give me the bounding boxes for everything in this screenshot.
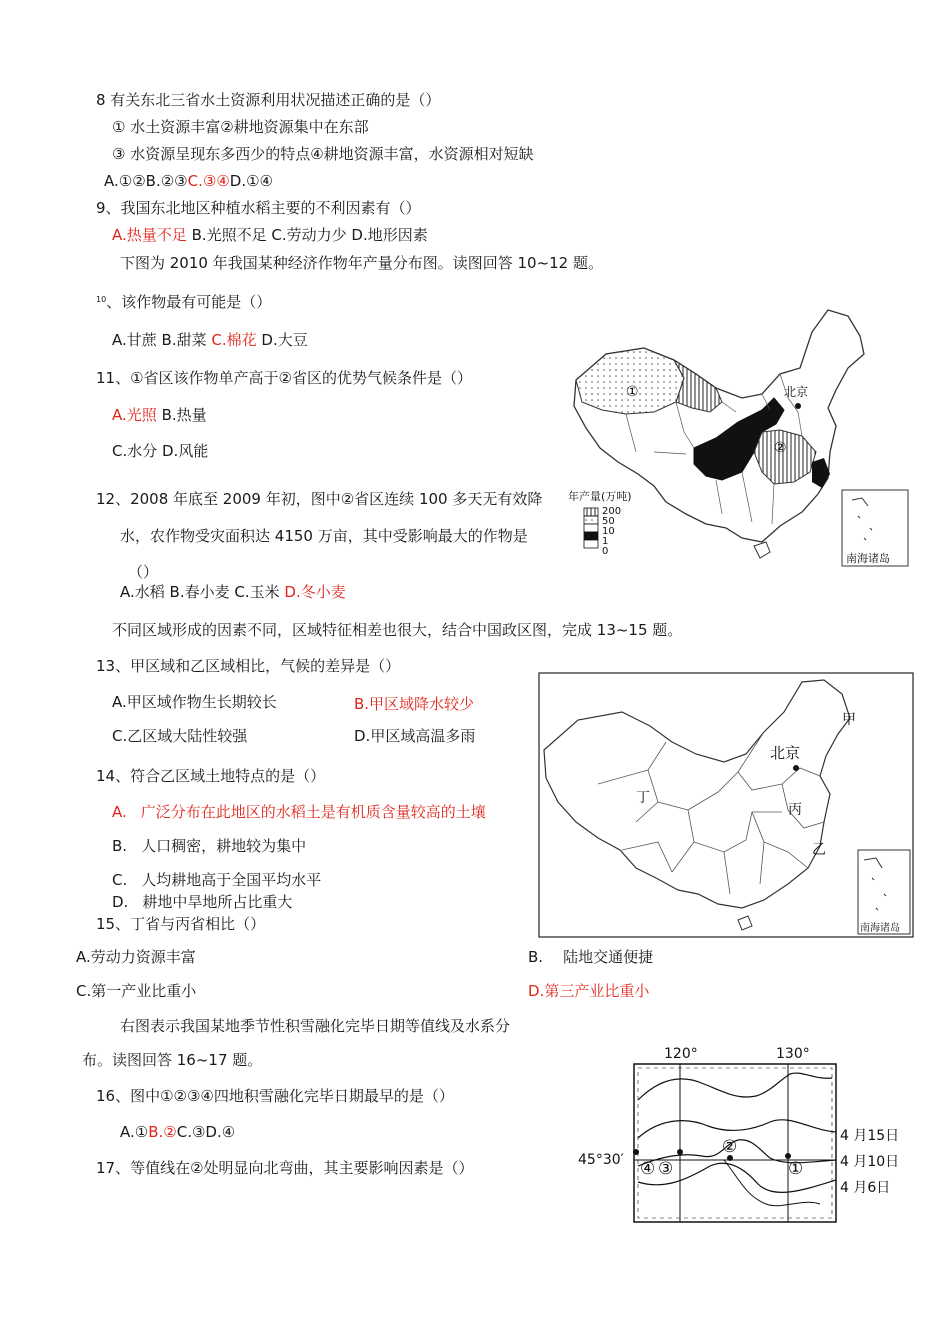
q15-option-c: C.第一产业比重小 <box>76 982 197 1000</box>
map3-iso-label-15: 4 月15日 <box>840 1128 900 1144</box>
q13-stem: 13、甲区域和乙区域相比，气候的差异是（） <box>96 657 401 675</box>
q13-option-b: B.甲区域降水较少 <box>354 695 475 713</box>
q12-option-d: D.冬小麦 <box>284 583 346 601</box>
map1-legend-tick-50: 50 <box>602 516 615 527</box>
map2-inset-box <box>858 850 910 934</box>
q12-option-abc: A.水稻 B.春小麦 C.玉米 <box>120 583 280 601</box>
map1-beijing-label: 北京 <box>784 385 809 399</box>
map3-point-2: ② <box>722 1137 738 1157</box>
q14-option-b-letter: B. <box>112 837 128 855</box>
political-map <box>538 672 914 938</box>
q14-option-c-letter: C. <box>112 871 128 889</box>
q14-option-c-text: 人均耕地高于全国平均水平 <box>141 871 322 889</box>
intro-10-12: 下图为 2010 年我国某种经济作物年产量分布图。读图回答 10~12 题。 <box>120 254 603 272</box>
q14-stem: 14、符合乙区域土地特点的是（） <box>96 767 326 785</box>
q15-option-d: D.第三产业比重小 <box>528 982 650 1000</box>
hainan-island <box>754 542 770 558</box>
q8-options <box>104 171 273 191</box>
map2-label-ding: 丁 <box>636 790 650 806</box>
q9-option-a: A.热量不足 <box>112 226 187 244</box>
intro-16-17-line2: 布。读图回答 16~17 题。 <box>82 1051 263 1069</box>
map1-legend-tick-0: 0 <box>602 546 609 557</box>
q11-option-a: A.光照 <box>112 406 157 424</box>
q10-number: 10 <box>96 295 107 304</box>
q10-option-c: C.棉花 <box>211 331 257 349</box>
map2-label-bing: 丙 <box>788 802 802 818</box>
q15-option-b <box>528 947 653 967</box>
map1-legend-tick-10: 10 <box>602 526 615 537</box>
map1-legend-tick-200: 200 <box>602 506 622 517</box>
q16-stem: 16、图中①②③④四地积雪融化完毕日期最早的是（） <box>96 1087 454 1105</box>
q8-option-c: C.③④ <box>187 172 230 190</box>
q14-option-d <box>112 892 292 912</box>
q8-statement-1: ① 水土资源丰富②耕地资源集中在东部 <box>112 118 369 136</box>
q8-option-d: D.①④ <box>229 172 273 190</box>
q14-option-b <box>112 836 306 856</box>
q14-option-a-letter: A. <box>112 803 127 821</box>
map3-lat-label: 45°30′ <box>578 1152 624 1168</box>
q15-stem: 15、丁省与丙省相比（） <box>96 915 266 933</box>
q13-option-d: D.甲区域高温多雨 <box>354 727 476 745</box>
q12-options <box>120 582 346 602</box>
map3-lon-130: 130° <box>776 1046 810 1062</box>
intro-16-17-line1: 右图表示我国某地季节性积雪融化完毕日期等值线及水系分 <box>120 1017 511 1035</box>
q14-option-a <box>112 802 486 822</box>
map3-lon-120: 120° <box>664 1046 698 1062</box>
q16-option-a: A.① <box>120 1123 149 1141</box>
q15-option-a: A.劳动力资源丰富 <box>76 948 196 966</box>
snowmelt-isoline-map <box>574 1040 914 1230</box>
map3-iso-label-10: 4 月10日 <box>840 1154 900 1170</box>
q9-option-rest: B.光照不足 C.劳动力少 D.地形因素 <box>191 226 428 244</box>
map3-point-3: ③ <box>658 1159 674 1179</box>
q13-option-c: C.乙区域大陆性较强 <box>112 727 248 745</box>
q14-option-a-text: 广泛分布在此地区的水稻土是有机质含量较高的土壤 <box>140 803 486 821</box>
q12-stem-3: （） <box>128 563 159 581</box>
map1-legend-title: 年产量(万吨) <box>568 490 632 503</box>
q11-options-cd: C.水分 D.风能 <box>112 442 209 460</box>
q15-option-b-letter: B. <box>528 948 544 966</box>
q10-stem-text: 、该作物最有可能是（） <box>106 293 272 311</box>
map1-legend <box>584 508 598 548</box>
q8-stem: 8 有关东北三省水土资源利用状况描述正确的是（） <box>96 91 441 109</box>
intro-13-15: 不同区域形成的因素不同，区域特征相差也很大，结合中国政区图，完成 13~15 题。 <box>112 621 683 639</box>
q8-option-b: B.②③ <box>145 172 188 190</box>
q8-option-a: A.①② <box>104 172 146 190</box>
map1-label-2: ② <box>774 440 787 456</box>
q14-option-b-text: 人口稠密，耕地较为集中 <box>141 837 307 855</box>
q11-stem: 11、①省区该作物单产高于②省区的优势气候条件是（） <box>96 369 472 387</box>
map1-label-1: ① <box>626 384 639 400</box>
map2-inset-label: 南海诸岛 <box>860 923 900 934</box>
q16-option-cd: C.③D.④ <box>176 1123 236 1141</box>
q12-stem-2: 水，农作物受灾面积达 4150 万亩，其中受影响最大的作物是 <box>120 527 528 545</box>
q10-option-d: D.大豆 <box>261 331 308 349</box>
map2-label-yi: 乙 <box>812 842 826 858</box>
q10-options <box>112 330 308 350</box>
q14-option-d-text: 耕地中旱地所占比重大 <box>142 893 293 911</box>
q16-option-b: B.② <box>148 1123 177 1141</box>
q14-option-c <box>112 870 321 890</box>
q9-stem: 9、我国东北地区种植水稻主要的不利因素有（） <box>96 199 421 217</box>
q10-stem <box>96 292 271 312</box>
map2-beijing-label: 北京 <box>770 744 801 762</box>
crop-production-map <box>566 302 920 570</box>
region-xinjiang <box>576 348 684 414</box>
map3-point-4: ④ <box>640 1159 656 1179</box>
q11-options-ab <box>112 405 207 425</box>
q11-option-b: B.热量 <box>161 406 207 424</box>
map3-iso-label-6: 4 月6日 <box>840 1180 891 1196</box>
q13-option-a: A.甲区域作物生长期较长 <box>112 693 277 711</box>
map2-label-jia: 甲 <box>842 712 856 728</box>
q10-option-ab: A.甘蔗 B.甜菜 <box>112 331 207 349</box>
q8-statement-2: ③ 水资源呈现东多西少的特点④耕地资源丰富，水资源相对短缺 <box>112 145 534 163</box>
map1-inset-label: 南海诸岛 <box>846 552 890 565</box>
q12-stem-1: 12、2008 年底至 2009 年初，图中②省区连续 100 多天无有效降 <box>96 490 543 508</box>
region-gansu <box>674 360 722 412</box>
map2-beijing-marker <box>793 765 799 771</box>
q9-options <box>112 225 428 245</box>
map1-legend-tick-1: 1 <box>602 536 609 547</box>
q17-stem: 17、等值线在②处明显向北弯曲，其主要影响因素是（） <box>96 1159 474 1177</box>
q14-option-d-letter: D. <box>112 893 129 911</box>
beijing-marker <box>795 403 801 409</box>
q16-options <box>120 1122 235 1142</box>
map3-point-1: ① <box>788 1159 804 1179</box>
q15-option-b-text: 陆地交通便捷 <box>563 948 654 966</box>
